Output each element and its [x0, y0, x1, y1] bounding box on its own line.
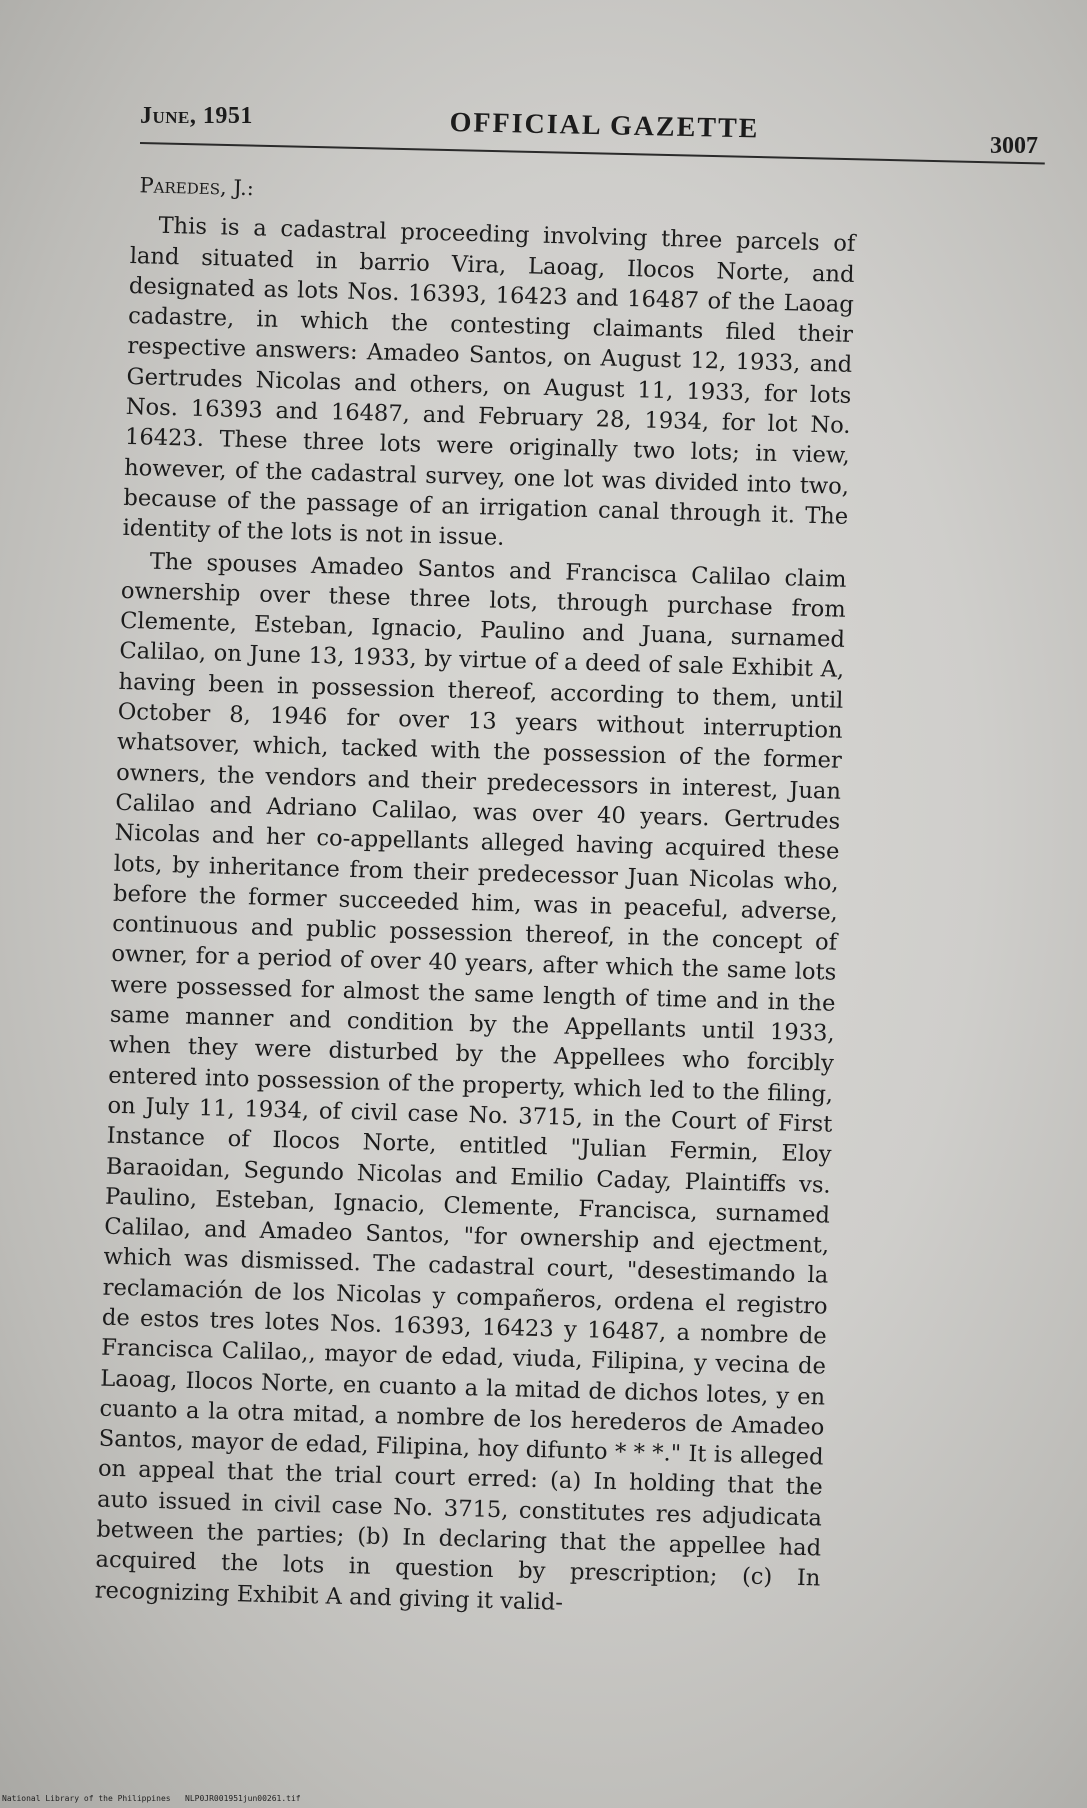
- page-header: [0, 95, 1087, 159]
- scan-footer: [2, 1794, 301, 1803]
- paragraph-2: The spouses Amadeo Santos and Francisca Calilao claim ownership over these three lots, through purchase from Clemente, Esteban, Ignacio, Paulino and Juana, surnamed Calilao, on June 13, 1933, by virtue of a deed of sale Exhibit A, having been in possession thereof, according to them, until October 8, 1946 for over 13 years without interruption whatsover, which, tacked with the possession of the former owners, the vendors and their predecessors in interest, Juan Calilao and Adriano Calilao, was over 40 years. Gertrudes Nicolas and her co-appellants alleged having acquired these lots, by inheritance from their predecessor Juan Nicolas who, before the former succeeded him, was in peaceful, adverse, continuous and public possession thereof, in the concept of owner, for a period of over 40 years, after which the same lots were possessed for almost the same length of time and in the same manner and condition by the Appellants until 1933, when they were disturbed by the Appellees who forcibly entered into possession of the property, which led to the filing, on July 11, 1934, of civil case No. 3715, in the Court of First Instance of Ilocos Norte, entitled "Julian Fermin, Eloy Baraoidan, Segundo Nicolas and Emilio Caday, Plaintiffs vs. Paulino, Esteban, Ignacio, Clemente, Francisca, surnamed Calilao, and Amadeo Santos, "for ownership and ejectment, which was dismissed. The cadastral court, "desestimando la reclamación de los Nicolas y compañeros, ordena el registro de estos tres lotes Nos. 16393, 16423 y 16487, a nombre de Francisca Calilao,, mayor de edad, viuda, Filipina, y vecina de Laoag, Ilocos Norte, en cuanto a la mitad de dichos lotes, y en cuanto a la otra mitad, a nombre de los herederos de Amadeo Santos, mayor de edad, Filipina, hoy difunto * * *." It is alleged on appeal that the trial court erred: (a) In holding that the auto issued in civil case No. 3715, constitutes res adjudicata between the parties; (b) In declaring that the appellee had acquired the lots in question by prescription; (c) In recognizing Exhibit A and giving it valid-: [94, 548, 847, 1616]
- publication-title: OFFICIAL GAZETTE: [449, 107, 760, 145]
- paragraph-1: This is a cadastral proceeding involving three parcels of land situated in barrio Vira, Laoag, Ilocos Norte, and designated as lots Nos. 16393, 16423 and 16487 of the Laoag cadastre, in which the contesting claimants filed their respective answers: Amadeo Santos, on August 12, 1933, and Gertrudes Nicolas and others, on August 11, 1933, for lots Nos. 16393 and 16487, and February 28, 1934, for lot No. 16423. These three lots were originally two lots; in view, however, of the cadastral survey, one lot was divided into two, because of the passage of an irrigation canal through it. The identity of the lots is not in issue.: [122, 213, 856, 552]
- footer-library: National Library of the Philippines: [2, 1794, 171, 1803]
- judge-label: Paredes, J.:: [139, 173, 255, 201]
- footer-filename: NLP0JR001951jun00261.tif: [185, 1794, 301, 1803]
- page-number: 3007: [990, 133, 1038, 159]
- issue-date: June, 1951: [140, 103, 253, 129]
- body-text: [94, 170, 856, 1624]
